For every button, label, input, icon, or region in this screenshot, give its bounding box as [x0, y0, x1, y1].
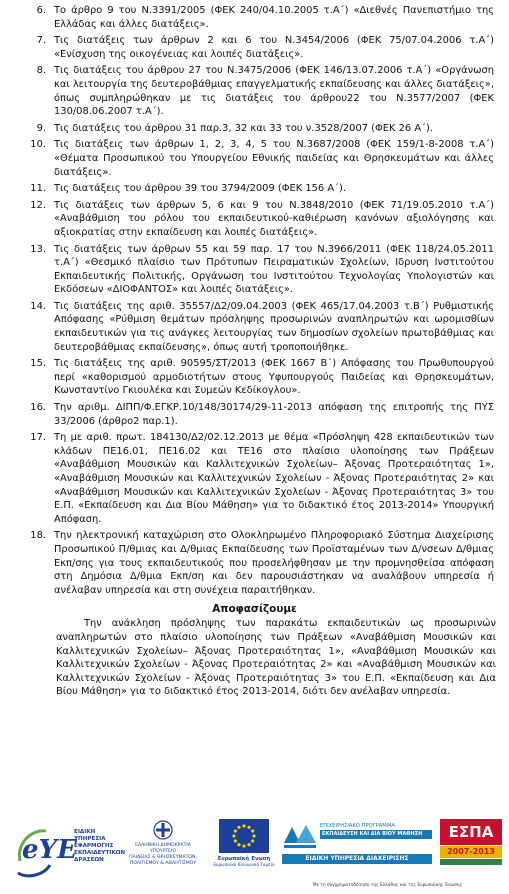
eu-logo — [212, 819, 276, 881]
list-item-text: Τις διατάξεις του άρθρου 31 παρ.3, 32 και 33 του ν.3528/2007 (ΦΕΚ 26 Α΄). — [54, 122, 434, 134]
footer-logos — [0, 815, 509, 894]
decision-heading: Αποφασίζουμε — [212, 603, 297, 616]
list-item-number: 9. — [36, 122, 46, 134]
eye-line-1: ΕΙΔΙΚΗ — [74, 829, 96, 835]
list-item-number: 8. — [36, 65, 46, 77]
ministry-line-1: ΕΛΛΗΝΙΚΗ ΔΗΜΟΚΡΑΤΙΑ — [135, 843, 191, 848]
list-item-number: 7. — [36, 35, 46, 47]
list-item-text: Τις διατάξεις του άρθρου 39 του 3794/2009 (ΦΕΚ 156 Α΄). — [54, 183, 347, 195]
epeaek-band — [282, 854, 432, 864]
list-item — [0, 357, 509, 398]
list-item-text: Τις διατάξεις του άρθρου 27 του Ν.3475/2006 (ΦΕΚ 146/13.07.2006 τ.Α΄) «Οργάνωση και λειτουργία της δευτεροβάθμιας επαγγελματικής εκπαίδευσης και άλλες διατάξεις», όπως συμπληρώθηκαν με τις διατάξεις του άρθρου22 του Ν.3577/2007 (ΦΕΚ 130/08.06.2007 τ.Α΄). — [54, 65, 494, 118]
eu-text — [212, 856, 276, 868]
list-item — [0, 122, 509, 136]
list-item-text: Τις διατάξεις της αριθ. 90595/ΣΤ/2013 (ΦΕΚ 1667 Β΄) Απόφασης του Πρωθυπουργού περί «καθορισμού αρμοδιοτήτων στους Υφυπουργούς Παιδείας και Θρησκευμάτων, Κωνσταντίνο Γκιουλέκα και Συμεών Κεδίκογλου». — [54, 358, 494, 397]
epeaek-mark-icon — [282, 821, 318, 851]
eye-logo — [14, 821, 126, 881]
list-item-number: 13. — [30, 243, 46, 255]
ministry-line-2: ΥΠΟΥΡΓΕΙΟ — [150, 849, 176, 854]
espa-stripe — [440, 859, 502, 865]
list-item-number: 6. — [36, 5, 46, 16]
espa-logo — [440, 819, 502, 873]
espa-banner — [440, 819, 502, 845]
list-item — [0, 138, 509, 179]
espa-title: ΕΣΠΑ — [448, 823, 494, 841]
list-item-text: Το άρθρο 9 του Ν.3391/2005 (ΦΕΚ 240/04.10.2005 τ.Α΄) «Διεθνές Πανεπιστήμιο της Ελλάδας και άλλες διατάξεις». — [54, 5, 494, 30]
epeaek-logo — [282, 821, 432, 873]
epeaek-text — [320, 823, 432, 839]
list-item-text: Τις διατάξεις της αριθ. 35557/Δ2/09.04.2003 (ΦΕΚ 465/17.04.2003 τ.Β΄) Ρυθμιστικής Απόφασης «Ρύθμιση θεμάτων πρόσληψης προσωρινών αναπληρωτών και ωρομισθίων εκπαιδευτικών για τις ανάγκες λειτουργίας των δημοσίων σχολείων πρωτοβάθμιας και δευτεροβάθμιας εκπαίδευσης», όπως αυτή τροποποιήθηκε. — [54, 300, 494, 353]
decision-paragraph: Την ανάκληση πρόσληψης των παρακάτω εκπαιδευτικών ως προσωρινών αναπληρωτών στο πλαίσιο υλοποίησης των Πράξεων «Αναβάθμιση Μουσικών και Καλλιτεχνικών Σχολείων– Άξονας Προτεραιότητας 1», «Αναβάθμιση Μουσικών και Καλλιτεχνικών Σχολείων - Άξονας Προτεραιότητας 2» και «Αναβάθμιση Μουσικών και Καλλιτεχνικών Σχολείων - Άξονας Προτεραιότητας 3» του Ε.Π. «Εκπαίδευση και Δια Βίου Μάθηση» για το διδακτικό έτος 2013-2014, διότι δεν ανέλαβαν υπηρεσία. — [56, 618, 496, 698]
cofinance-text: Με τη συγχρηματοδότηση της Ελλάδας και της Ευρωπαϊκής Ένωσης — [312, 883, 463, 888]
list-item-text: Τη με αριθ. πρωτ. 184130/Δ2/02.12.2013 με θέμα «Πρόσληψη 428 εκπαιδευτικών των κλάδων ΠΕ16.01, ΠΕ16.02 και ΤΕ16 στο πλαίσιο υλοποίησης των Πράξεων «Αναβάθμιση Μουσικών και Καλλιτεχνικών Σχολείων– Άξονας Προτεραιότητας 1», «Αναβάθμιση Μουσικών και Καλλιτεχνικών Σχολείων - Άξονας Προτεραιότητας 2» και «Αναβάθμιση Μουσικών και Καλλιτεχνικών Σχολείων - Άξονας Προτεραιότητας 3» του Ε.Π. «Εκπαίδευση και Δια Βίου Μάθηση» για το διδακτικό έτος 2013-2014» Υπουργική Απόφαση. — [54, 432, 494, 525]
list-item-number: 14. — [30, 300, 46, 312]
cofinance-note — [270, 883, 505, 888]
espa-years-band — [440, 846, 502, 858]
eu-flag-icon — [219, 819, 269, 853]
eye-line-5: ΔΡΑΣΕΩΝ — [74, 857, 104, 863]
epeaek-line-2: ΕΚΠΑΙΔΕΥΣΗ ΚΑΙ ΔΙΑ ΒΙΟΥ ΜΑΘΗΣΗ — [320, 830, 432, 839]
eye-line-3: ΕΦΑΡΜΟΓΗΣ — [74, 843, 114, 849]
considerations-list — [0, 4, 509, 597]
ministry-line-3: ΠΑΙΔΕΙΑΣ & ΘΡΗΣΚΕΥΜΑΤΩΝ, — [129, 855, 197, 860]
list-item — [0, 401, 509, 428]
list-item-text: Τις διατάξεις των άρθρων 5, 6 και 9 του Ν.3848/2010 (ΦΕΚ 71/19.05.2010 τ.Α΄) «Αναβάθμιση του ρόλου του εκπαιδευτικού-καθιέρωση κανόνων αξιολόγησης και αξιοκρατίας στην εκπαίδευση και λοιπές διατάξεις». — [54, 199, 494, 238]
list-item-number: 15. — [30, 358, 46, 370]
list-item — [0, 199, 509, 240]
document-body — [0, 4, 509, 699]
list-item — [0, 529, 509, 597]
list-item-text: Τις διατάξεις των άρθρων 2 και 6 του Ν.3454/2006 (ΦΕΚ 75/07.04.2006 τ.Α΄) «Ενίσχυση της οικογένειας και λοιπές διατάξεις». — [54, 35, 494, 60]
list-item-text: Τις διατάξεις των άρθρων 55 και 59 παρ. 17 του Ν.3966/2011 (ΦΕΚ 118/24.05.2011 τ.Α΄) «Θεσμικό πλαίσιο των Πρότυπων Πειραματικών Σχολείων, Ιδρυση Ινστιτούτου Εκπαιδευτικής Πολιτικής, Οργάνωση του Ινστιτούτου Τεχνολογίας Υπολογιστών και Εκδόσεων «ΔΙΟΦΑΝΤΟΣ» και λοιπές διατάξεις». — [54, 243, 494, 296]
list-item — [0, 431, 509, 526]
list-item-number: 16. — [30, 402, 46, 414]
eye-line-2: ΥΠΗΡΕΣΙΑ — [74, 836, 106, 842]
ministry-line-4: ΠΟΛΙΤΙΣΜΟΥ & ΑΘΛΗΤΙΣΜΟΥ — [129, 861, 197, 866]
list-item — [0, 34, 509, 61]
epeaek-line-1: ΕΠΙΧΕΙΡΗΣΙΑΚΟ ΠΡΟΓΡΑΜΜΑ — [320, 823, 395, 829]
list-item-number: 11. — [30, 183, 46, 195]
list-item-text: Τις διατάξεις των άρθρων 1, 2, 3, 4, 5 του Ν.3687/2008 (ΦΕΚ 159/1-8-2008 τ.Α΄) «Θέματα Προσωπικού του Υπουργείου Εθνικής παιδείας και Θρησκευμάτων και άλλες διατάξεις». — [54, 139, 494, 178]
list-item — [0, 182, 509, 196]
epeaek-band-text: ΕΙΔΙΚΗ ΥΠΗΡΕΣΙΑ ΔΙΑΧΕΙΡΙΣΗΣ — [305, 855, 409, 862]
eye-line-4: ΕΚΠΑΙΔΕΥΤΙΚΩΝ — [74, 850, 126, 856]
espa-years: 2007-2013 — [447, 847, 495, 856]
list-item-text: Την ηλεκτρονική καταχώριση στο Ολοκληρωμένο Πληροφοριακό Σύστημα Διαχείρισης Προσωπικού Π/θμιας και Δ/θμιας Εκπαίδευσης των Προϊσταμένων των Δ/νσεων Δ/θμιας Εκπ/σης για τους εκπαιδευτικούς που προσελήφθησαν με την προμνησθείσα απόφαση στη Δημόσια Δ/θμια Εκπ/ση και δεν παρουσιάστηκαν να αναλάβουν υπηρεσία ή ανέλαβαν υπηρεσία και στη συνέχεια παραιτήθηκαν. — [54, 530, 494, 596]
list-item — [0, 4, 509, 31]
eye-logo-mark: eYE — [22, 835, 77, 865]
list-item-number: 10. — [30, 139, 46, 151]
eu-line-1: Ευρωπαϊκή Ένωση — [217, 856, 271, 862]
list-item-number: 12. — [30, 199, 46, 211]
list-item — [0, 300, 509, 354]
ministry-logo — [120, 819, 206, 879]
eye-logo-text — [74, 829, 125, 864]
list-item — [0, 243, 509, 297]
list-item — [0, 64, 509, 118]
ministry-text — [120, 843, 206, 867]
list-item-number: 18. — [30, 530, 46, 542]
eu-line-2: Ευρωπαϊκό Κοινωνικό Ταμείο — [213, 862, 275, 867]
list-item-text: Την αριθμ. ΔΙΠΠ/Φ.ΕΓΚΡ.10/148/30174/29-11-2013 απόφαση της επιτροπής της ΠΥΣ 33/2006 (άρθρο2 παρ.1). — [54, 402, 494, 427]
greek-emblem-icon — [152, 819, 174, 841]
list-item-number: 17. — [30, 432, 46, 444]
